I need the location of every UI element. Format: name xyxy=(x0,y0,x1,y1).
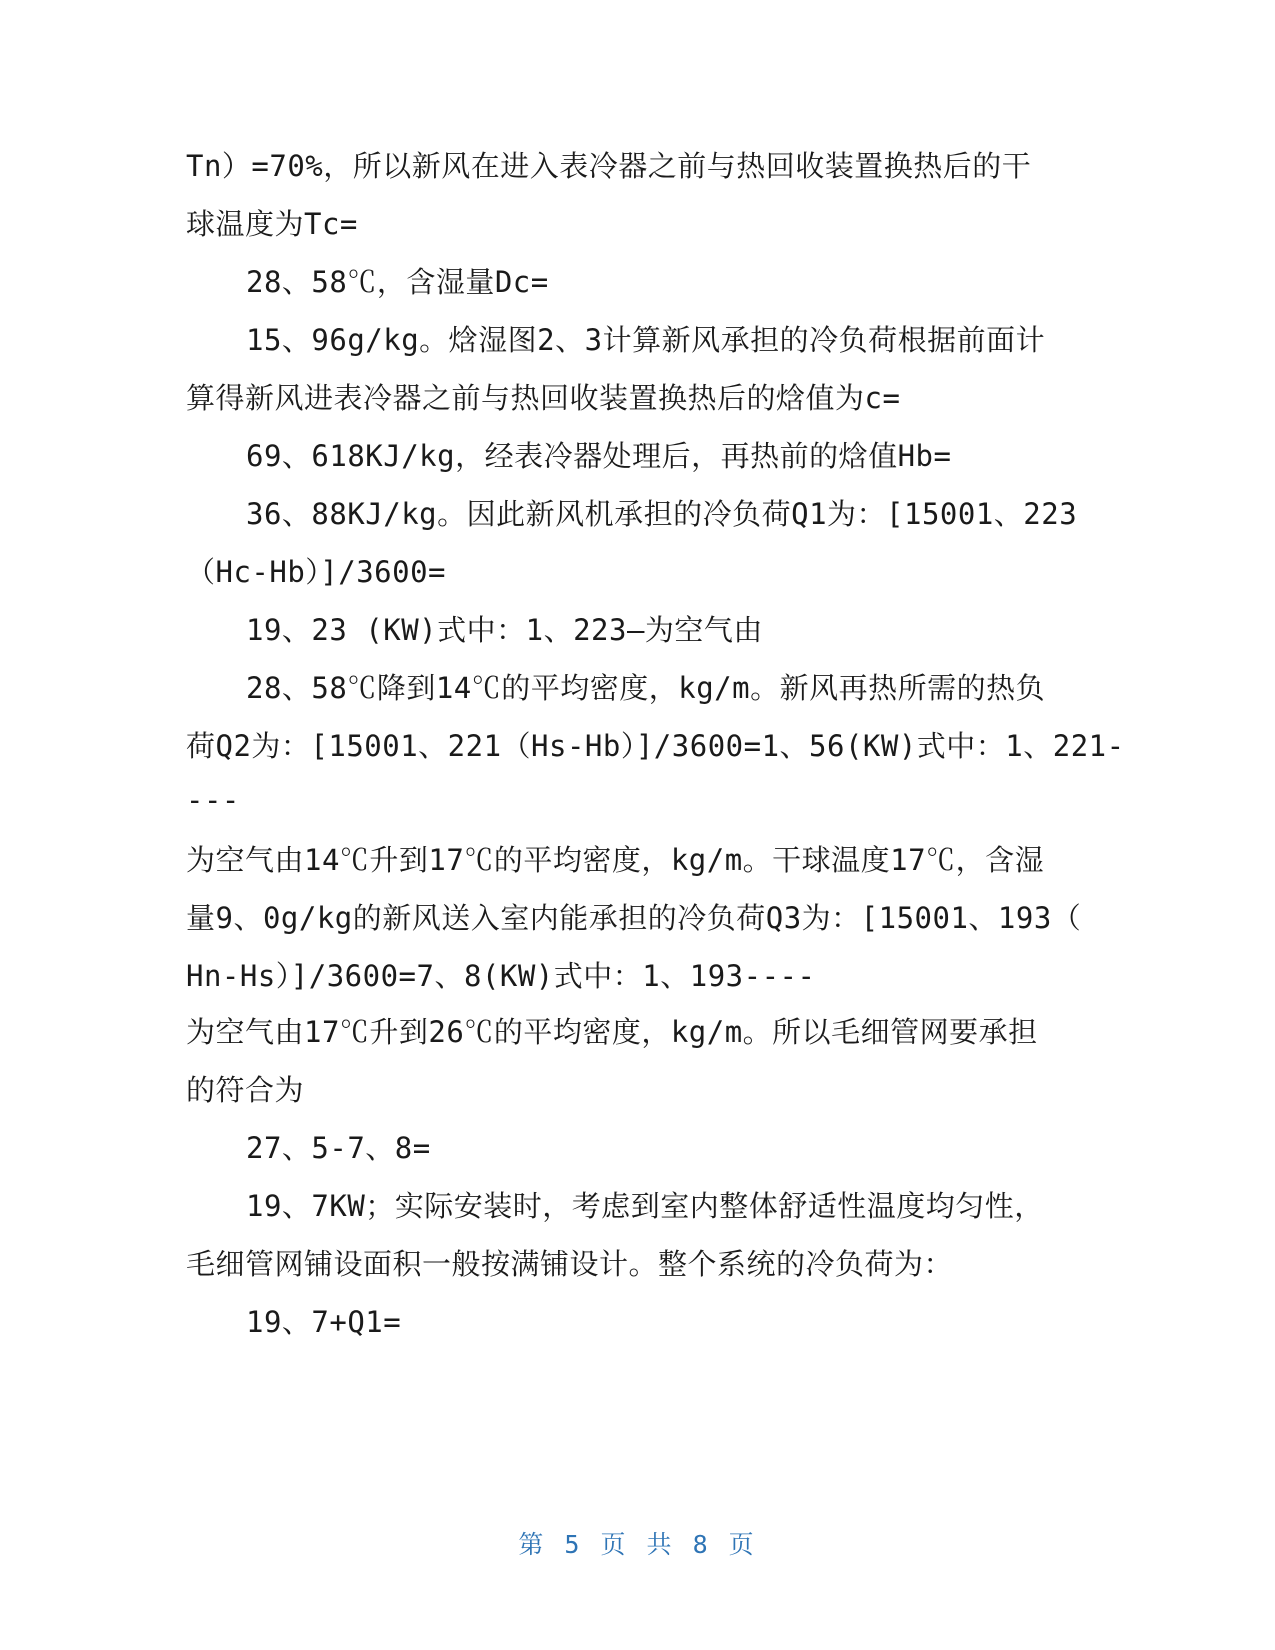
text-line-21: 19、7+Q1= xyxy=(246,1305,402,1339)
text-line-2: 球温度为Tc= xyxy=(186,207,358,241)
text-line-13: 为空气由14℃升到17℃的平均密度，kg/m。干球温度17℃，含湿 xyxy=(186,843,1045,877)
text-line-17: 的符合为 xyxy=(186,1073,305,1107)
text-line-12: --- xyxy=(186,783,240,817)
page-number-footer: 第 5 页 共 8 页 xyxy=(518,1530,757,1559)
text-line-19: 19、7KW；实际安装时，考虑到室内整体舒适性温度均匀性， xyxy=(246,1189,1044,1223)
text-line-20: 毛细管网铺设面积一般按满铺设计。整个系统的冷负荷为： xyxy=(186,1247,954,1281)
text-line-16: 为空气由17℃升到26℃的平均密度，kg/m。所以毛细管网要承担 xyxy=(186,1015,1038,1049)
text-line-4: 15、96g/kg。焓湿图2、3计算新风承担的冷负荷根据前面计 xyxy=(246,323,1046,357)
text-line-6: 69、618KJ/kg，经表冷器处理后，再热前的焓值Hb= xyxy=(246,439,952,473)
text-line-15: Hn-Hs）]/3600=7、8(KW)式中：1、193---- xyxy=(186,959,816,993)
text-line-3: 28、58℃，含湿量Dc= xyxy=(246,265,549,299)
text-line-7: 36、88KJ/kg。因此新风机承担的冷负荷Q1为：[15001、223 xyxy=(246,497,1078,531)
text-line-11: 荷Q2为：[15001、221（Hs-Hb）]/3600=1、56(KW)式中：1、221- xyxy=(186,729,1125,763)
text-line-9: 19、23 (KW)式中：1、223—为空气由 xyxy=(246,613,763,647)
text-line-18: 27、5-7、8= xyxy=(246,1131,431,1165)
text-line-8: （Hc-Hb）]/3600= xyxy=(186,555,447,589)
text-line-10: 28、58℃降到14℃的平均密度，kg/m。新风再热所需的热负 xyxy=(246,671,1046,705)
text-line-1: Tn）=70%，所以新风在进入表冷器之前与热回收装置换热后的干 xyxy=(186,149,1032,183)
text-line-14: 量9、0g/kg的新风送入室内能承担的冷负荷Q3为：[15001、193（ xyxy=(186,901,1082,935)
text-line-5: 算得新风进表冷器之前与热回收装置换热后的焓值为c= xyxy=(186,381,901,415)
